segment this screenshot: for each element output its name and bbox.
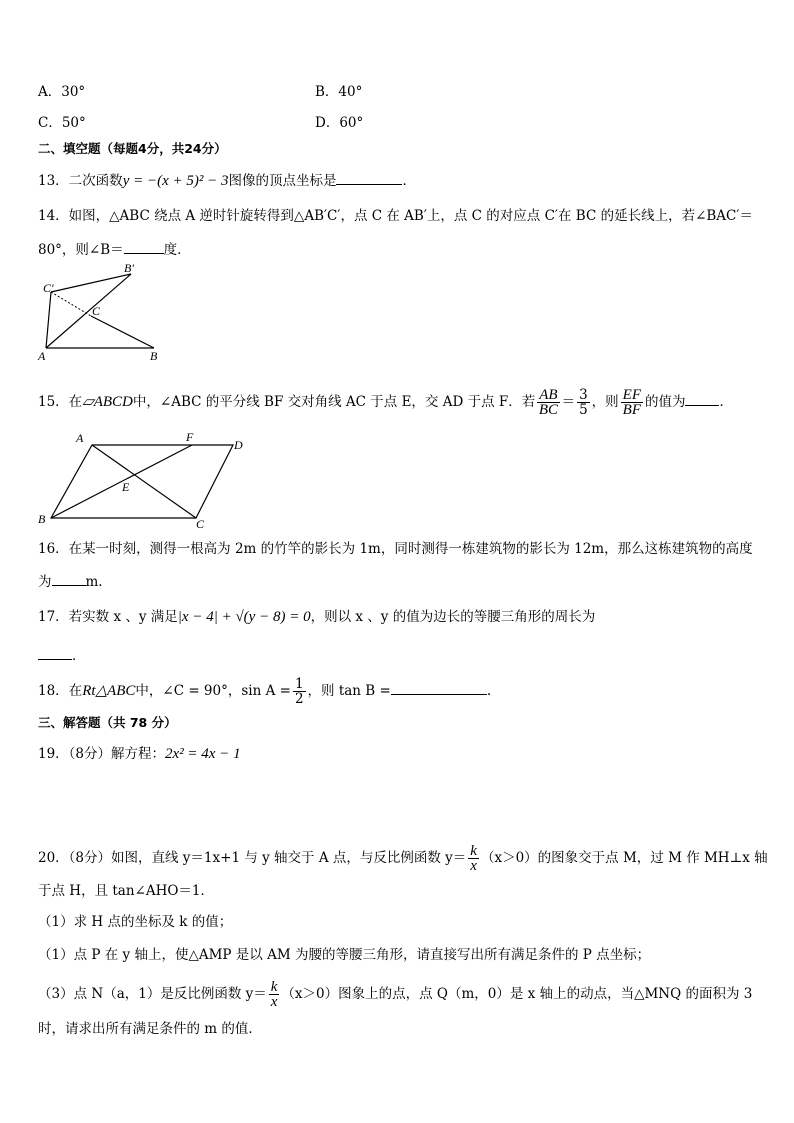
label-c: C [92,304,101,318]
answer-blank [52,571,86,586]
fraction-k-x: $\frac{k}{x}$ [470,843,477,874]
question-19: 19．（8分）解方程：2x² = 4x − 1 [38,746,241,762]
question-20-line1: 20．（8分）如图，直线 y＝1x+1 与 y 轴交于 A 点，与反比例函数 y＝ $\frac{k}{x}$ （x＞0）的图象交于点 M，过 M 作 MH⊥x 轴 [38,843,768,874]
question-20-sub2: （1）点 P 在 y 轴上，使△AMP 是以 AM 为腰的等腰三角形，请直接写出所有满足条件的 P 点坐标； [38,947,651,963]
label-b-prime: B′ [124,261,134,275]
fraction-k-x-2: $\frac{k}{x}$ [270,979,278,1010]
label-b: B [38,512,46,526]
question-17: 17．若实数 x 、y 满足|x − 4| + √(y − 8) = 0，则以 x 、y 的值为边长的等腰三角形的周长为 [38,609,596,625]
dashed-c2c [51,292,91,316]
question-14-line1: 14．如图，△ABC 绕点 A 逆时针旋转得到△AB′C′，点 C 在 AB′上，点 C 的对应点 C′在 BC 的延长线上，若∠BAC′＝ [38,208,753,224]
question-14-line2: 80°，则∠B＝ 度． [38,239,191,260]
question-20-sub3: （3）点 N（a，1）是反比例函数 y＝ $\frac{k}{x}$ （x＞0）图象上的点，点 Q（m，0）是 x 轴上的动点，当△MNQ 的面积为 3 [38,979,753,1010]
option-d: D．60° [315,115,364,131]
question-15: 15．在▱ABCD中，∠ABC 的平分线 BF 交对角线 AC 于点 E，交 AD 于点 F．若 $\frac{AB}{BC}$ ＝ $\frac{3}{5}$ ，则 $\frac{EF}{BF}$ 的值为 ． [38,387,733,418]
question-20-sub3-line2: 时，请求出所有满足条件的 m 的值． [38,1021,262,1037]
fraction-ab-bc: $\frac{AB}{BC}$ [538,387,558,418]
label-f: F [186,430,194,444]
segment-ac2 [46,292,51,348]
question-16-line1: 16．在某一时刻，测得一根高为 2m 的竹竿的影长为 1m，同时测得一栋建筑物的影长为 12m，那么这栋建筑物的高度 [38,541,753,557]
option-b: B．40° [315,84,363,100]
label-e: E [122,480,130,494]
question-18: 18．在Rt△ABC中，∠C = 90°，sin A = $\frac{1}{2}$ ，则 tan B = . [38,676,492,707]
question-20-line2: 于点 H，且 tan∠AHO＝1． [38,883,215,899]
option-a: A．30° [38,84,86,100]
fraction-1-2: $\frac{1}{2}$ [294,676,304,707]
section-heading-fill-in: 二、填空题（每题4分，共24分） [38,141,227,156]
segment-cb [91,316,154,348]
parallelogram-abcd [51,445,233,518]
answer-blank [685,391,719,406]
section-heading-solve: 三、解答题（共 78 分） [38,715,177,730]
label-a: A [76,431,84,445]
label-b: B [150,349,158,363]
answer-blank [38,645,72,660]
question-17-line2: ． [38,645,86,666]
question-13: 13．二次函数y = −(x + 5)² − 3图像的顶点坐标是 ． [38,170,416,191]
label-a: A [38,349,46,363]
segment-ab2 [46,274,131,348]
q14-figure [36,260,166,366]
label-c-prime: C′ [43,281,54,295]
q15-figure [36,430,256,534]
fraction-3-5: $\frac{3}{5}$ [579,387,588,418]
answer-blank [391,680,487,695]
answer-blank [336,170,402,185]
segment-c2b2 [51,274,131,292]
q17-formula: |x − 4| + √(y − 8) = 0 [177,609,311,625]
q13-formula: y = −(x + 5)² − 3 [122,173,229,189]
question-20-sub1: （1）求 H 点的坐标及 k 的值； [38,914,233,930]
option-c: C．50° [38,115,86,131]
label-c: C [196,517,205,531]
label-d: D [234,438,243,452]
question-16-line2: 为 m. [38,571,103,592]
diagonal-ac [92,445,196,518]
answer-blank [124,239,164,254]
fraction-ef-bf: $\frac{EF}{BF}$ [622,387,641,418]
q19-formula: 2x² = 4x − 1 [165,746,241,762]
